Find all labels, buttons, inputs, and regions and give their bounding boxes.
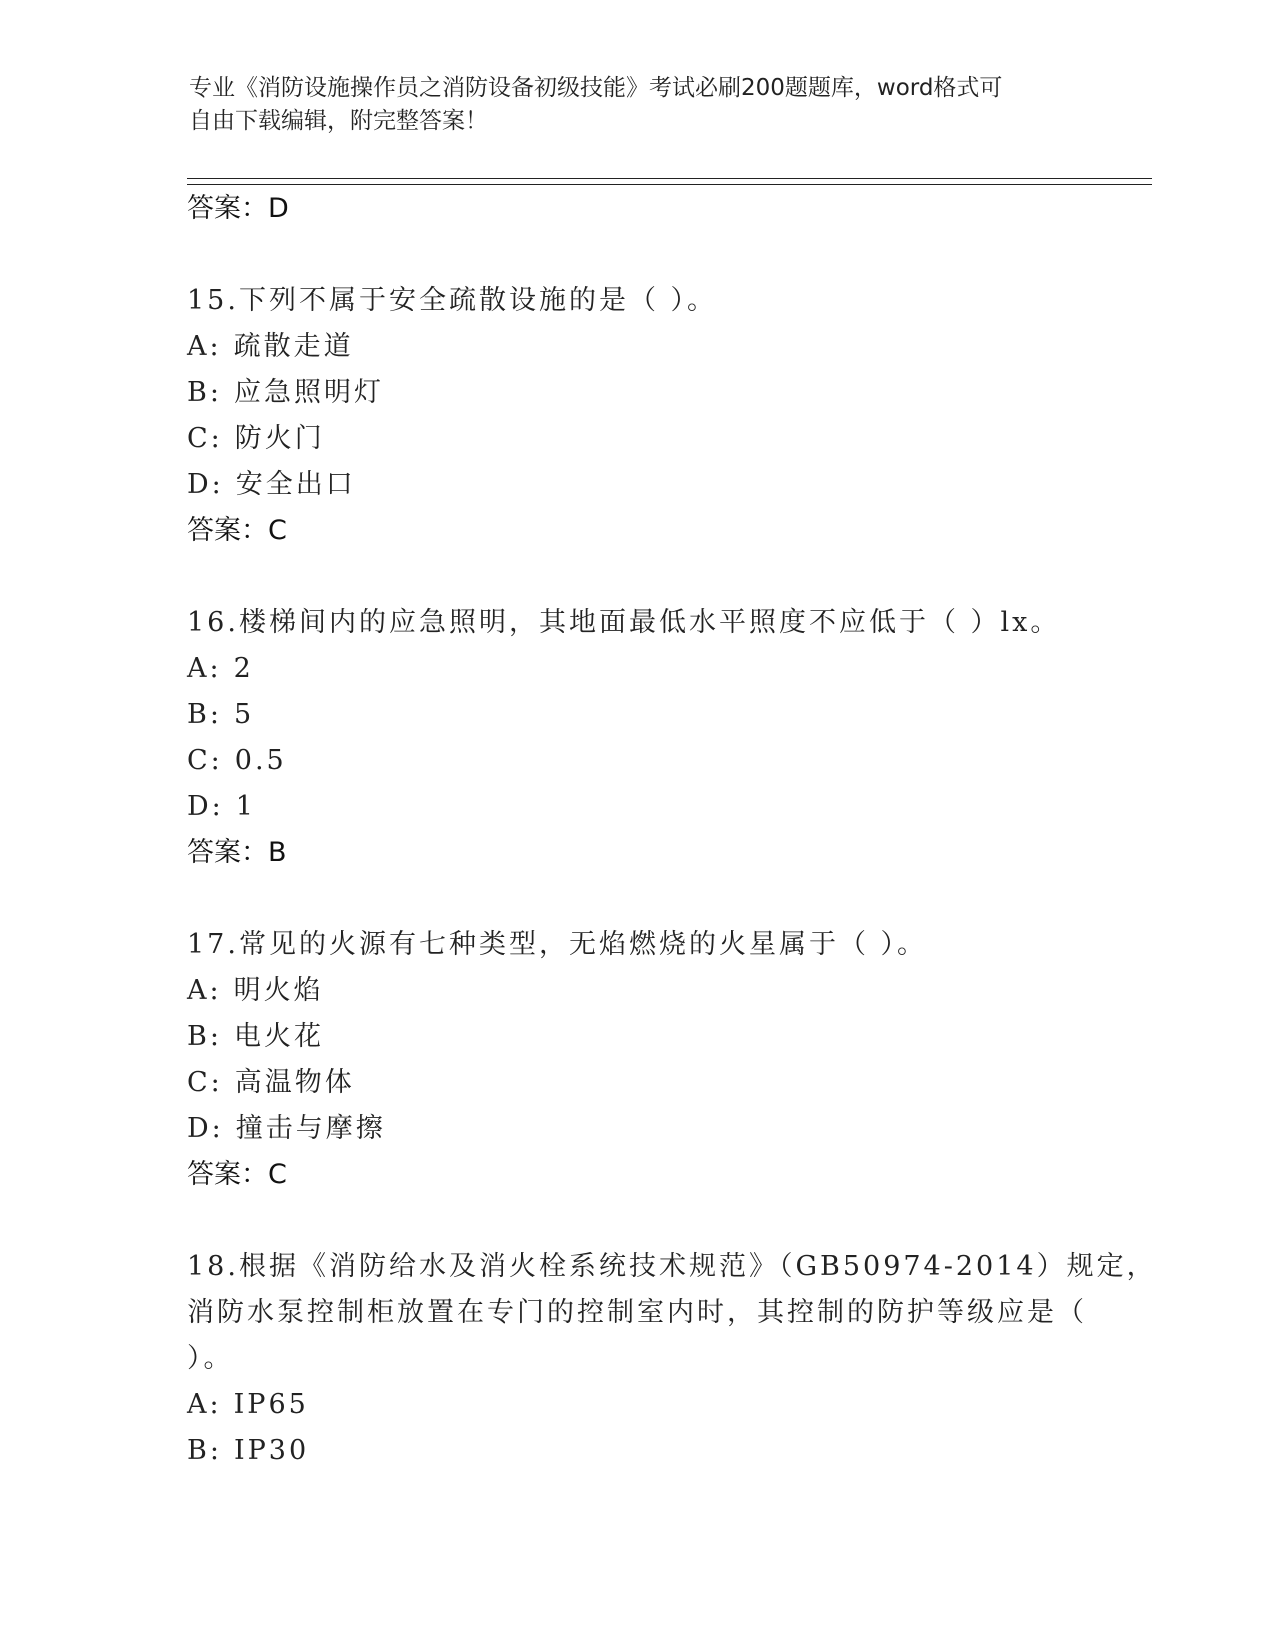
spacer [187,554,1087,600]
option-text: 1 [235,791,256,822]
answer-line: 答案：D [187,193,289,224]
spacer [187,1198,1087,1244]
option-key: D: [187,469,224,500]
document-body [187,186,1157,1474]
option-text: 高温物体 [234,1067,355,1098]
page-header [189,72,1089,138]
option-key: D: [187,1113,224,1144]
option-key: B: [187,377,222,408]
option-text: 电火花 [233,1021,324,1052]
option-text: 2 [233,653,254,684]
option-key: C: [187,423,223,454]
question-block [187,922,1087,1198]
spacer [187,232,1087,278]
question-stem: 18.根据《消防给水及消火栓系统技术规范》（GB50974-2014）规定， [187,1251,1157,1282]
question-stem-continued: ）。 [187,1343,234,1374]
question-stem-continued: 消防水泵控制柜放置在专门的控制室内时，其控制的防护等级应是（ [187,1297,1087,1328]
option-c [187,738,1087,784]
option-text: 5 [233,699,255,730]
option-key: D: [187,791,224,822]
option-key: A: [187,331,222,362]
option-d [187,1106,1087,1152]
option-text: 防火门 [234,423,325,454]
option-key: B: [187,699,222,730]
option-a [187,1382,1087,1428]
option-text: 疏散走道 [233,331,354,362]
option-b [187,1428,1087,1474]
header-line-1: 专业《消防设施操作员之消防设备初级技能》考试必刷200题题库，word格式可 [189,75,1003,101]
spacer [187,876,1087,922]
option-text: 安全出口 [235,469,356,500]
question-block [187,600,1087,876]
option-text: 应急照明灯 [233,377,384,408]
header-line-2: 自由下载编辑，附完整答案！ [189,108,488,134]
answer-line: 答案：C [187,515,287,546]
question-block [187,1244,1157,1474]
option-text: IP65 [233,1389,309,1420]
option-key: A: [187,1389,222,1420]
option-text: 明火焰 [233,975,324,1006]
option-c [187,416,1087,462]
answer-line: 答案：B [187,837,287,868]
option-key: A: [187,653,222,684]
option-d [187,462,1087,508]
option-a [187,968,1087,1014]
option-b [187,370,1087,416]
option-text: 0.5 [234,745,287,776]
header-double-rule [187,178,1152,185]
option-key: C: [187,1067,223,1098]
question-stem: 15.下列不属于安全疏散设施的是（ ）。 [187,285,718,316]
option-text: IP30 [233,1435,310,1466]
option-a [187,646,1087,692]
option-text: 撞击与摩擦 [235,1113,386,1144]
option-a [187,324,1087,370]
option-key: B: [187,1021,222,1052]
question-block [187,278,1087,554]
option-c [187,1060,1087,1106]
question-stem: 16.楼梯间内的应急照明，其地面最低水平照度不应低于（ ）lx。 [187,607,1061,638]
option-key: B: [187,1435,222,1466]
option-b [187,1014,1087,1060]
option-d [187,784,1087,830]
option-key: A: [187,975,222,1006]
question-stem: 17.常见的火源有七种类型，无焰燃烧的火星属于（ ）。 [187,929,928,960]
option-key: C: [187,745,223,776]
option-b [187,692,1087,738]
answer-line: 答案：C [187,1159,287,1190]
